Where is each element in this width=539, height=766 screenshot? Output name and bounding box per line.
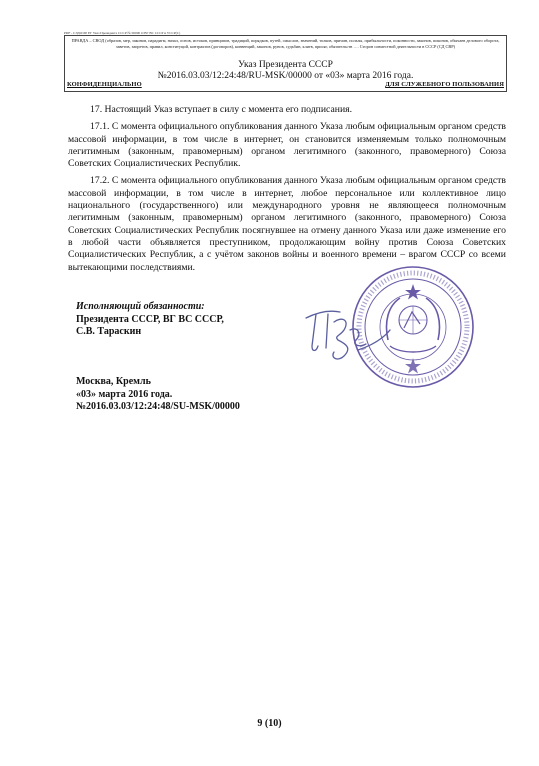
signing-date: «03» марта 2016 года.	[76, 388, 173, 400]
signatory-position: Президента СССР, ВГ ВС СССР,	[76, 313, 224, 325]
paragraph-17: 17. Настоящий Указ вступает в силу с момента его подписания.	[90, 104, 353, 115]
state-emblem-seal	[348, 262, 478, 392]
document-body	[68, 104, 506, 279]
page-number: 9 (10)	[257, 718, 282, 729]
confidential-label: КОНФИДЕНЦИАЛЬНО	[67, 81, 142, 88]
document-title: Указ Президента СССР	[238, 60, 333, 70]
signing-place: Москва, Кремль	[76, 376, 151, 387]
document-meta-line: PDF - СЭДО\ЛР ЕГ Указ Президента СССР № 00000 О ВГ ВС СССР и УССР(С)	[64, 31, 181, 35]
header-preamble: ПРАВДА – СВОД (образов, мер, законов, парадигм, начал, основ, истоков, принципов, традиций, порядков, путей, смыслов, значений, толков, причин, пользы, прибыльности, поконности, законов, поконов, обычаев делового оборота, заветов, запретов, правил, конституций, контрактов (договоров), конвенций, законов, рунов, судьбин, клятв, присяг, обязательств …. Сторон совместной деятельности в СССР (СД СВР)	[71, 38, 500, 49]
paragraph-17-1: 17.1. С момента официального опубликования данного Указа любым официальным органом средств массовой информации, в том числе в интернет, он становится изменяемым только полномочным легитимным (законным, правомерным) органом легитимного (законного, правомерного) Союза Советских Социалистических Республик.	[68, 121, 506, 170]
document-header	[64, 35, 507, 92]
document-number: №2016.03.03/12:24:48/RU-MSK/00000 от «03» марта 2016 года.	[157, 71, 414, 81]
signatory-role: Исполняющий обязанности:	[76, 301, 205, 312]
paragraph-17-2: 17.2. С момента официального опубликования данного Указа любым официальным органом средств массовой информации, в том числе в интернет, любое персональное или коллективное лицо национального (государственного) или международного уровня не являющееся полномочным легитимным (законным, правомерным) органом легитимного (законного, правомерного) Союза Советских Социалистических Республик посягнувшее на отмену данного Указа или даже изменение его в любой части объявляется преступником, продолжающим войну против Союза Советских Социалистических Республик, а с учётом законов войны и военного времени – врагом СССР со всеми вытекающими последствиями.	[68, 175, 506, 273]
signing-number: №2016.03.03/12:24:48/SU-MSK/00000	[76, 401, 240, 412]
place-date-block	[76, 376, 240, 414]
signatory-name: С.В. Тараскин	[76, 326, 142, 337]
signatory-block	[76, 301, 224, 339]
official-use-label: ДЛЯ СЛУЖЕБНОГО ПОЛЬЗОВАНИЯ	[385, 81, 504, 88]
